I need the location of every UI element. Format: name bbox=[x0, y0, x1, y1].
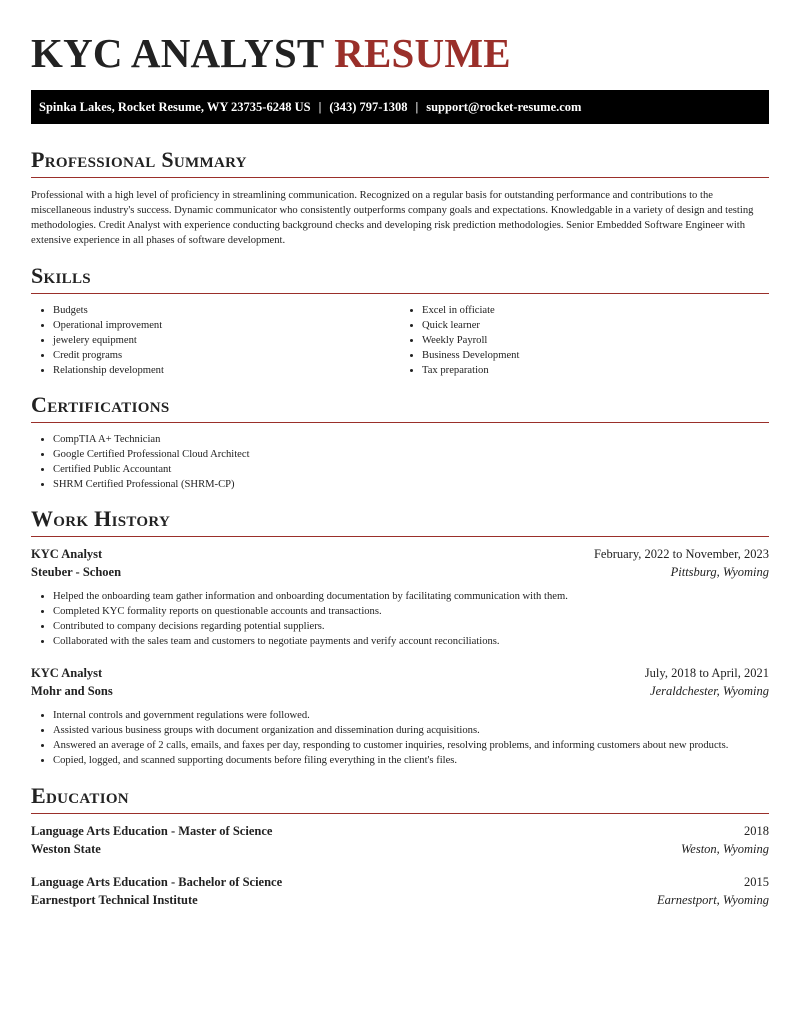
resume-title bbox=[31, 30, 769, 76]
list-item: • Budgets bbox=[53, 303, 400, 318]
list-item: • Completed KYC formality reports on questionable accounts and transactions. bbox=[53, 604, 769, 619]
list-item: • Credit programs bbox=[53, 348, 400, 363]
contact-phone: (343) 797-1308 bbox=[329, 99, 408, 114]
list-item: • Assisted various business groups with document organization and dissemination during acquisitions. bbox=[53, 723, 769, 738]
education-school-row bbox=[31, 840, 769, 858]
list-item: • Answered an average of 2 calls, emails, and faxes per day, responding to customer inquiries, resolving problems, and informing customers about new products. bbox=[53, 738, 769, 753]
summary-text: Professional with a high level of proficiency in streamlining communication. Recognized on a regular basis for outstanding performance and contributions to the miscellaneous industry's success. Dynamic communicator who consistently outperforms company goals and expectations. Knowledgable in a variety of design and testing methodologies. Credit Analyst with experience conducting background checks and developing risk prediction methodologies. Senior Embedded Software Engineer with extensive experience in all phases of software development. bbox=[31, 190, 754, 246]
list-item: • CompTIA A+ Technician bbox=[53, 432, 769, 447]
list-item: • jewelery equipment bbox=[53, 333, 400, 348]
education-school: Weston State bbox=[31, 842, 101, 856]
contact-separator: | bbox=[415, 99, 419, 114]
list-item: • Excel in officiate bbox=[422, 303, 769, 318]
summary-heading: Professional Summary bbox=[31, 149, 769, 178]
certifications-heading: Certifications bbox=[31, 394, 769, 423]
job-title: KYC Analyst bbox=[31, 547, 103, 561]
education-degree: Language Arts Education - Bachelor of Science bbox=[31, 875, 283, 889]
education-degree-row bbox=[31, 822, 769, 840]
education-heading: Education bbox=[31, 785, 769, 814]
title-main: KYC ANALYST bbox=[31, 30, 324, 76]
job-title-row bbox=[31, 545, 769, 563]
job-bullets bbox=[31, 589, 769, 649]
job-company: Mohr and Sons bbox=[31, 684, 113, 698]
job-bullets bbox=[31, 708, 769, 768]
job-title-row bbox=[31, 664, 769, 682]
work-history-heading: Work History bbox=[31, 508, 769, 537]
list-item: • Operational improvement bbox=[53, 318, 400, 333]
list-item: • Business Development bbox=[422, 348, 769, 363]
title-accent: RESUME bbox=[334, 30, 511, 76]
job-company: Steuber - Schoen bbox=[31, 565, 122, 579]
list-item: • Tax preparation bbox=[422, 363, 769, 378]
job-company-row bbox=[31, 682, 769, 700]
skills-list-right bbox=[400, 303, 769, 378]
list-item: • Collaborated with the sales team and customers to negotiate payments and verify account reconciliations. bbox=[53, 634, 769, 649]
education-school: Earnestport Technical Institute bbox=[31, 893, 198, 907]
job-company-row bbox=[31, 563, 769, 581]
list-item: • Certified Public Accountant bbox=[53, 462, 769, 477]
education-location: Weston, Wyoming bbox=[681, 842, 769, 856]
certifications-section bbox=[31, 394, 769, 492]
education-location: Earnestport, Wyoming bbox=[656, 893, 769, 907]
list-item: • Helped the onboarding team gather information and onboarding documentation by facilitating communication with them. bbox=[53, 589, 769, 604]
contact-separator: | bbox=[318, 99, 322, 114]
skills-column-left bbox=[31, 303, 400, 378]
list-item: • Internal controls and government regulations were followed. bbox=[53, 708, 769, 723]
work-history-section bbox=[31, 508, 769, 768]
summary-section bbox=[31, 149, 769, 248]
list-item: • Quick learner bbox=[422, 318, 769, 333]
skills-grid bbox=[31, 303, 769, 378]
list-item: • Copied, logged, and scanned supporting documents before filing everything in the client's files. bbox=[53, 753, 769, 768]
education-section bbox=[31, 785, 769, 909]
list-item: • Relationship development bbox=[53, 363, 400, 378]
education-school-row bbox=[31, 891, 769, 909]
education-year: 2015 bbox=[744, 875, 769, 889]
contact-email: support@rocket-resume.com bbox=[426, 99, 582, 114]
job-entry bbox=[31, 545, 769, 649]
list-item: • SHRM Certified Professional (SHRM-CP) bbox=[53, 477, 769, 492]
job-entry bbox=[31, 664, 769, 768]
education-degree: Language Arts Education - Master of Science bbox=[31, 824, 273, 838]
contact-address: Spinka Lakes, Rocket Resume, WY 23735-6248 US bbox=[39, 99, 311, 114]
list-item: • Weekly Payroll bbox=[422, 333, 769, 348]
job-title: KYC Analyst bbox=[31, 666, 103, 680]
education-entry bbox=[31, 822, 769, 858]
job-location: Pittsburg, Wyoming bbox=[670, 565, 769, 579]
skills-section bbox=[31, 265, 769, 378]
education-year: 2018 bbox=[744, 824, 769, 838]
education-entry bbox=[31, 873, 769, 909]
list-item: • Contributed to company decisions regarding potential suppliers. bbox=[53, 619, 769, 634]
skills-list-left bbox=[31, 303, 400, 378]
contact-bar bbox=[31, 90, 769, 124]
skills-column-right bbox=[400, 303, 769, 378]
certifications-list bbox=[31, 432, 769, 492]
skills-heading: Skills bbox=[31, 265, 769, 294]
job-dates: February, 2022 to November, 2023 bbox=[593, 547, 769, 561]
job-dates: July, 2018 to April, 2021 bbox=[644, 666, 769, 680]
list-item: • Google Certified Professional Cloud Architect bbox=[53, 447, 769, 462]
job-location: Jeraldchester, Wyoming bbox=[650, 684, 769, 698]
education-degree-row bbox=[31, 873, 769, 891]
